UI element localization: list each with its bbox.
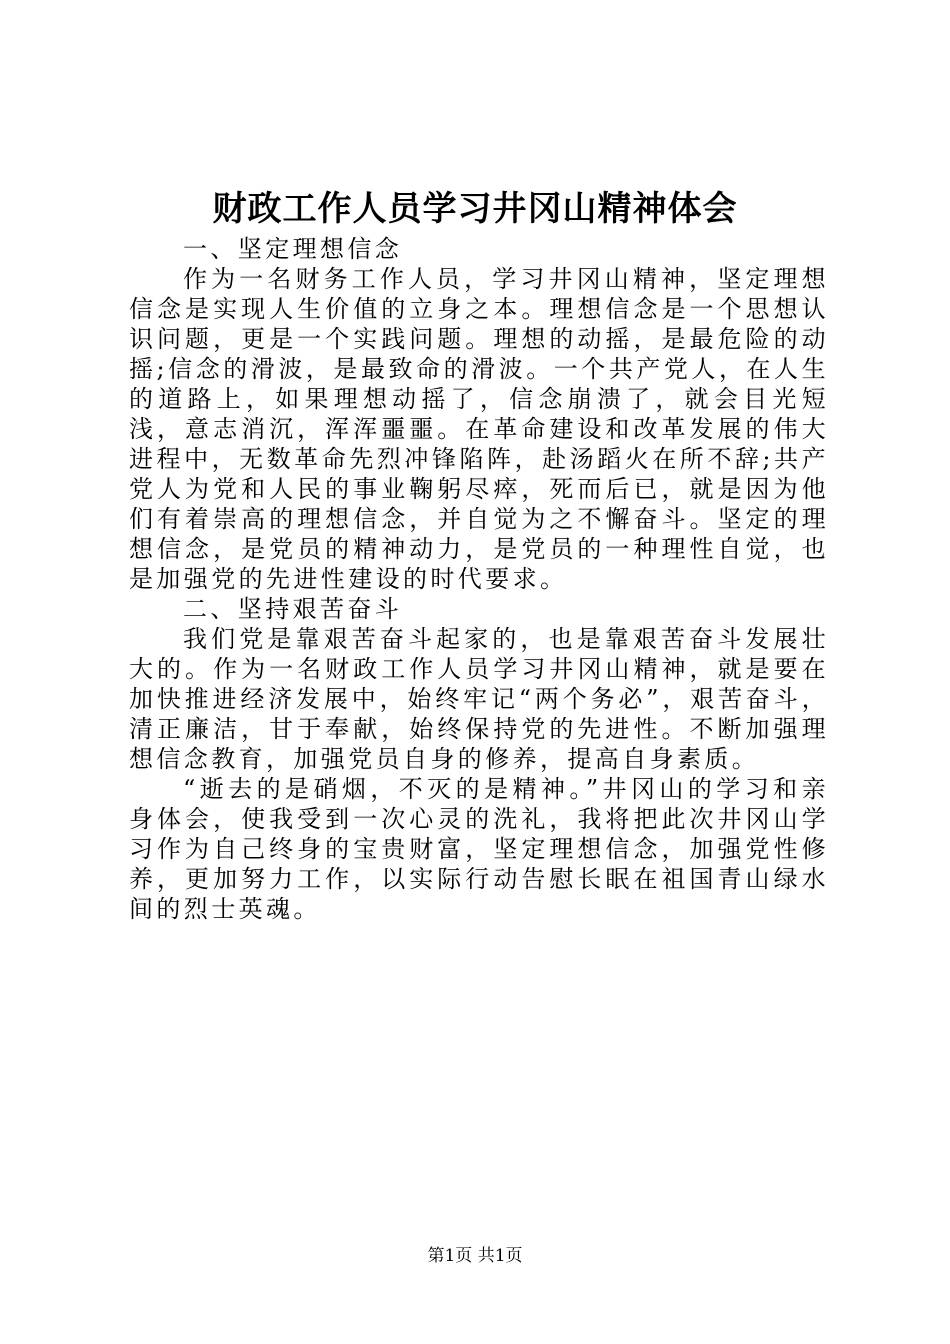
section-paragraph-2: 我们党是靠艰苦奋斗起家的，也是靠艰苦奋斗发展壮大的。作为一名财政工作人员学习井冈山精神，就是要在加快推进经济发展中，始终牢记“两个务必”，艰苦奋斗，清正廉洁，甘于奉献，始终保持党的先进性。不断加强理想信念教育，加强党员自身的修养，提高自身素质。 — [129, 625, 829, 773]
document-body — [129, 234, 829, 924]
page-footer: 第1页 共1页 — [427, 1246, 523, 1266]
section-paragraph-1: 作为一名财务工作人员，学习井冈山精神，坚定理想信念是实现人生价值的立身之本。理想信念是一个思想认识问题，更是一个实践问题。理想的动摇，是最危险的动摇;信念的滑波，是最致命的滑波。一个共产党人，在人生的道路上，如果理想动摇了，信念崩溃了，就会目光短浅，意志消沉，浑浑噩噩。在革命建设和改革发展的伟大进程中，无数革命先烈冲锋陷阵，赴汤蹈火在所不辞;共产党人为党和人民的事业鞠躬尽瘁，死而后已，就是因为他们有着崇高的理想信念，并自觉为之不懈奋斗。坚定的理想信念，是党员的精神动力，是党员的一种理性自觉，也是加强党的先进性建设的时代要求。 — [129, 265, 829, 593]
section-heading-1: 一、坚定理想信念 — [183, 235, 403, 263]
section-heading-2: 二、坚持艰苦奋斗 — [183, 595, 403, 623]
closing-paragraph: “逝去的是硝烟，不灭的是精神。”井冈山的学习和亲身体会，使我受到一次心灵的洗礼，我将把此次井冈山学习作为自己终身的宝贵财富，坚定理想信念，加强党性修养，更加努力工作，以实际行动告慰长眠在祖国青山绿水间的烈士英魂。 — [129, 775, 829, 923]
document-title: 财政工作人员学习井冈山精神体会 — [212, 189, 738, 229]
